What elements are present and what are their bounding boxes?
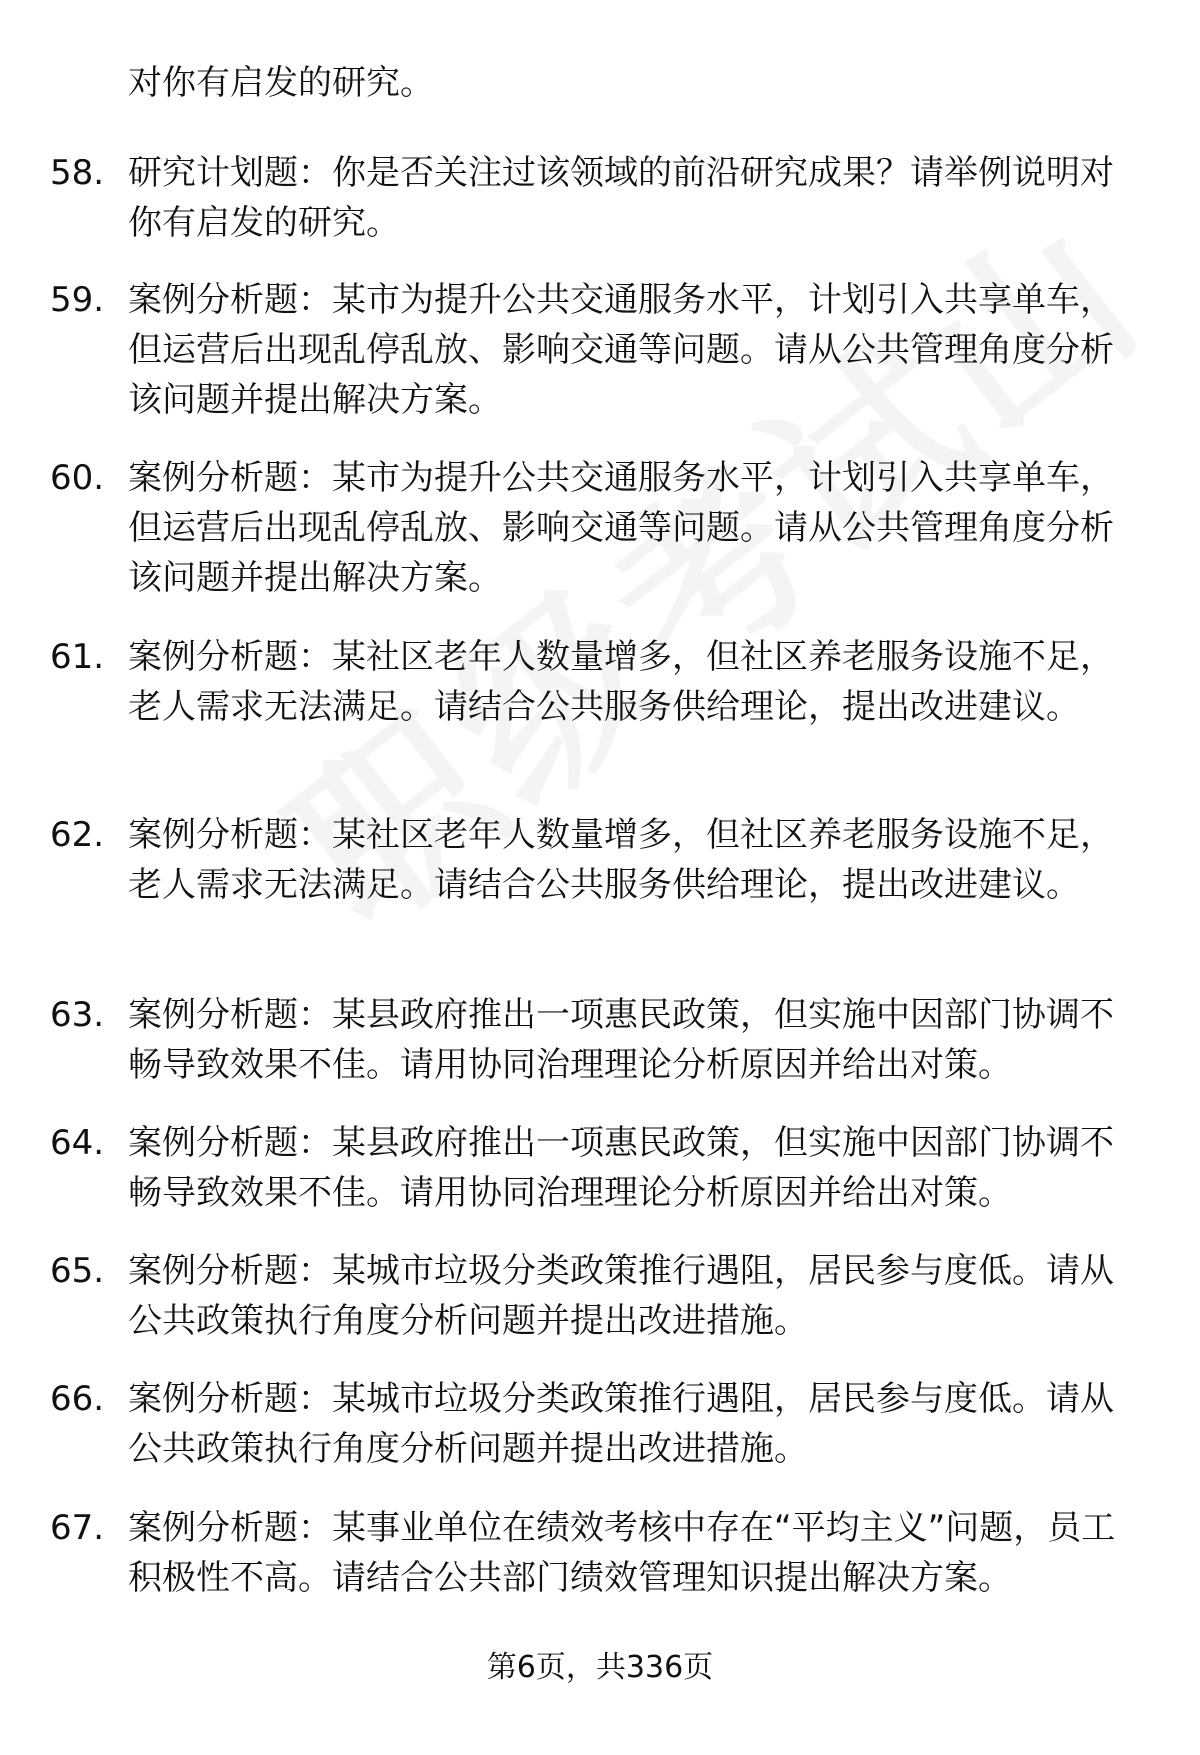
question-text: 案例分析题：某事业单位在绩效考核中存在“平均主义”问题，员工积极性不高。请结合公共部门绩效管理知识提出解决方案。 [128,1508,1116,1598]
question-text: 案例分析题：某市为提升公共交通服务水平，计划引入共享单车，但运营后出现乱停乱放、影响交通等问题。请从公共管理角度分析该问题并提出解决方案。 [128,458,1114,598]
question-text: 案例分析题：某社区老年人数量增多，但社区养老服务设施不足，老人需求无法满足。请结合公共服务供给理论，提出改进建议。 [128,637,1114,727]
question-number: 64. [50,1123,105,1163]
question-text: 研究计划题：你是否关注过该领域的前沿研究成果？请举例说明对你有启发的研究。 [128,153,1114,243]
question-number: 65. [50,1251,105,1291]
continuation-text: 对你有启发的研究。 [128,63,434,103]
question-number: 67. [50,1508,105,1548]
question-text: 案例分析题：某县政府推出一项惠民政策，但实施中因部门协调不畅导致效果不佳。请用协同治理理论分析原因并给出对策。 [128,995,1114,1085]
question-number: 61. [50,637,105,677]
question-number: 63. [50,995,105,1035]
question-number: 59. [50,280,105,320]
question-text: 案例分析题：某市为提升公共交通服务水平，计划引入共享单车，但运营后出现乱停乱放、影响交通等问题。请从公共管理角度分析该问题并提出解决方案。 [128,280,1114,420]
question-text: 案例分析题：某城市垃圾分类政策推行遇阻，居民参与度低。请从公共政策执行角度分析问题并提出改进措施。 [128,1251,1114,1341]
question-number: 66. [50,1379,105,1419]
question-text: 案例分析题：某县政府推出一项惠民政策，但实施中因部门协调不畅导致效果不佳。请用协同治理理论分析原因并给出对策。 [128,1123,1114,1213]
page-footer: 第6页，共336页 [486,1650,714,1685]
question-number: 62. [50,815,105,855]
question-text: 案例分析题：某城市垃圾分类政策推行遇阻，居民参与度低。请从公共政策执行角度分析问题并提出改进措施。 [128,1379,1114,1469]
question-number: 58. [50,153,105,193]
question-number: 60. [50,458,105,498]
question-text: 案例分析题：某社区老年人数量增多，但社区养老服务设施不足，老人需求无法满足。请结合公共服务供给理论，提出改进建议。 [128,815,1114,905]
